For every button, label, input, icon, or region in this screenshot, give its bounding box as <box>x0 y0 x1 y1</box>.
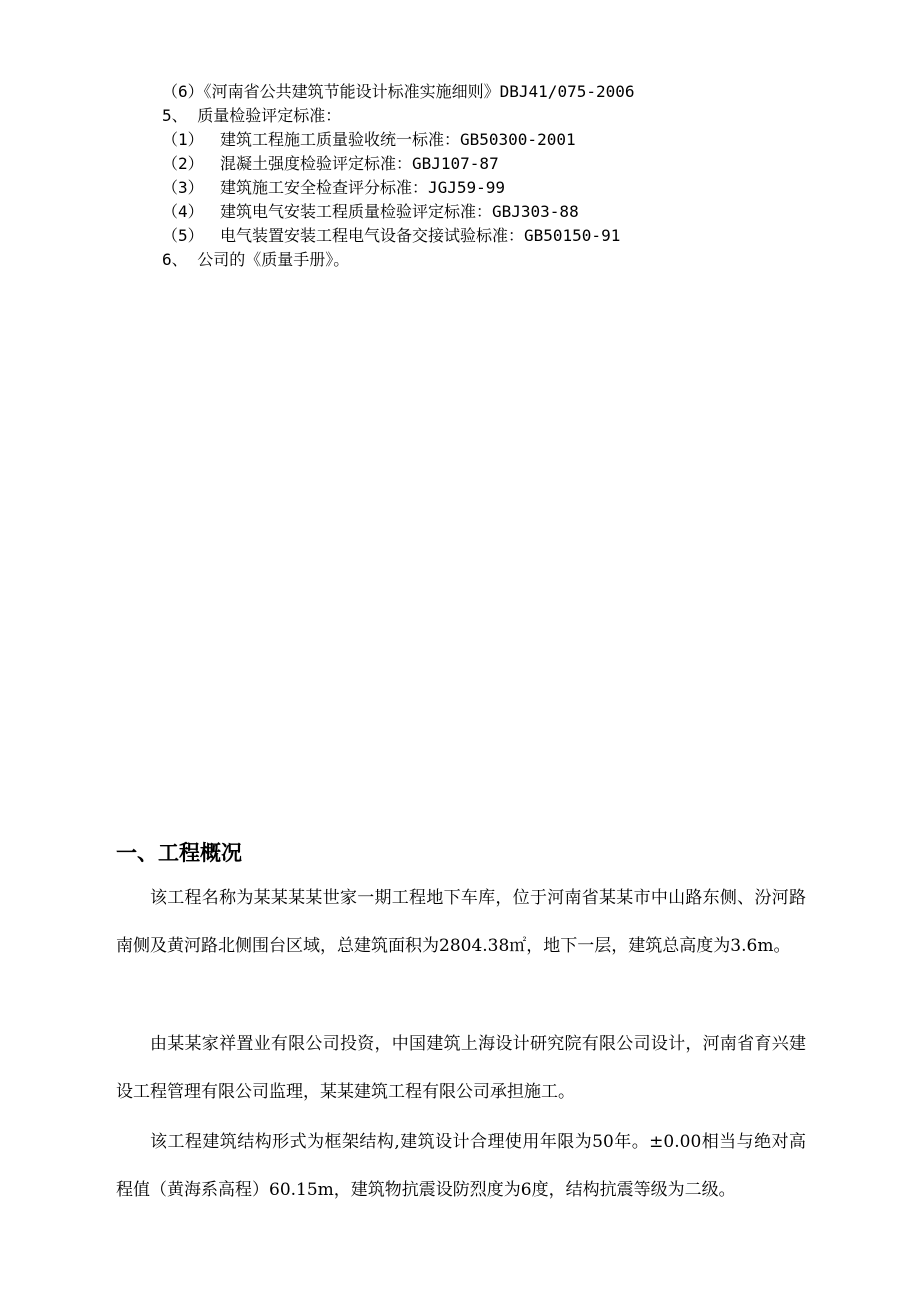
section-5-title: 5、 质量检验评定标准： <box>162 106 342 125</box>
standard-item-3 <box>162 177 505 199</box>
item-number: （4） <box>162 202 204 221</box>
standard-item-4 <box>162 201 579 223</box>
item-text: 建筑工程施工质量验收统一标准：GB50300-2001 <box>220 130 576 149</box>
item-text: 电气装置安装工程电气设备交接试验标准：GB50150-91 <box>220 226 621 245</box>
standard-item-6 <box>162 81 635 103</box>
item-text: 建筑施工安全检查评分标准：JGJ59-99 <box>220 178 506 197</box>
overview-paragraph: 由某某家祥置业有限公司投资，中国建筑上海设计研究院有限公司设计，河南省育兴建设工程管理有限公司监理，某某建筑工程有限公司承担施工。 <box>116 1034 806 1102</box>
overview-heading: 一、工程概况 <box>116 841 242 865</box>
item-text: 建筑电气安装工程质量检验评定标准：GBJ303-88 <box>220 202 579 221</box>
standard-item-5 <box>162 225 620 247</box>
item-text: 混凝土强度检验评定标准：GBJ107-87 <box>220 154 499 173</box>
standard-item-1 <box>162 129 576 151</box>
section-6-title: 6、 公司的《质量手册》。 <box>162 250 350 269</box>
item-number: （3） <box>162 178 204 197</box>
item-text: 《河南省公共建筑节能设计标准实施细则》DBJ41/075-2006 <box>203 82 635 101</box>
item-number: （6） <box>162 82 204 101</box>
overview-paragraph: 该工程名称为某某某某世家一期工程地下车库，位于河南省某某市中山路东侧、汾河路南侧及黄河路北侧围台区域，总建筑面积为2804.38㎡，地下一层，建筑总高度为3.6m。 <box>116 888 806 956</box>
item-number: （5） <box>162 226 204 245</box>
overview-paragraph: 该工程建筑结构形式为框架结构,建筑设计合理使用年限为50年。±0.00相当与绝对高程值（黄海系高程）60.15m，建筑物抗震设防烈度为6度，结构抗震等级为二级。 <box>116 1132 806 1200</box>
item-number: （2） <box>162 154 204 173</box>
item-number: （1） <box>162 130 204 149</box>
standard-item-2 <box>162 153 499 175</box>
